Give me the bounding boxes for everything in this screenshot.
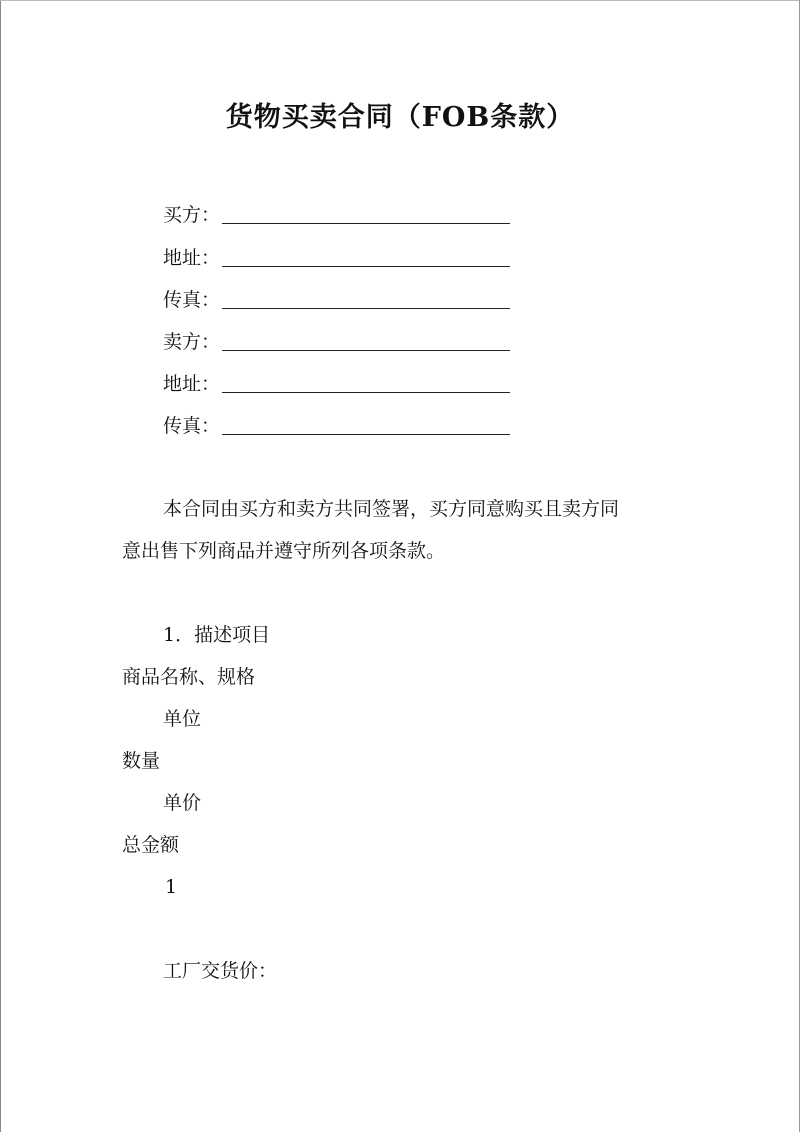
buyer-fax-field bbox=[163, 285, 510, 315]
column-goods-name: 商品名称、规格 bbox=[122, 666, 256, 688]
field-label: 买方： bbox=[163, 204, 221, 226]
column-unit: 单位 bbox=[163, 708, 202, 730]
page-border bbox=[0, 0, 1, 1132]
seller-fax-field bbox=[163, 411, 510, 441]
blank-line bbox=[222, 412, 510, 435]
field-label: 传真： bbox=[163, 415, 221, 437]
intro-paragraph-line1: 本合同由买方和卖方共同签署，买方同意购买且卖方同 bbox=[163, 498, 620, 520]
field-label: 地址： bbox=[163, 373, 221, 395]
item-number: 1 bbox=[165, 876, 178, 898]
column-total-amount: 总金额 bbox=[122, 834, 180, 856]
blank-line bbox=[222, 370, 510, 393]
seller-field bbox=[163, 327, 510, 357]
buyer-field bbox=[163, 200, 510, 230]
document-title: 货物买卖合同（FOB条款） bbox=[225, 102, 575, 133]
blank-line bbox=[222, 244, 510, 267]
column-quantity: 数量 bbox=[122, 750, 161, 772]
field-label: 传真： bbox=[163, 289, 221, 311]
column-unit-price: 单价 bbox=[163, 792, 202, 814]
field-label: 卖方： bbox=[163, 331, 221, 353]
page-border bbox=[0, 0, 800, 1]
field-label: 地址： bbox=[163, 247, 221, 269]
section-heading: 1．描述项目 bbox=[163, 624, 271, 646]
intro-paragraph-line2: 意出售下列商品并遵守所列各项条款。 bbox=[122, 540, 446, 562]
blank-line bbox=[222, 286, 510, 309]
buyer-address-field bbox=[163, 243, 510, 273]
blank-line bbox=[222, 201, 510, 224]
blank-line bbox=[222, 328, 510, 351]
ex-works-price-label: 工厂交货价： bbox=[163, 960, 278, 982]
seller-address-field bbox=[163, 369, 510, 399]
